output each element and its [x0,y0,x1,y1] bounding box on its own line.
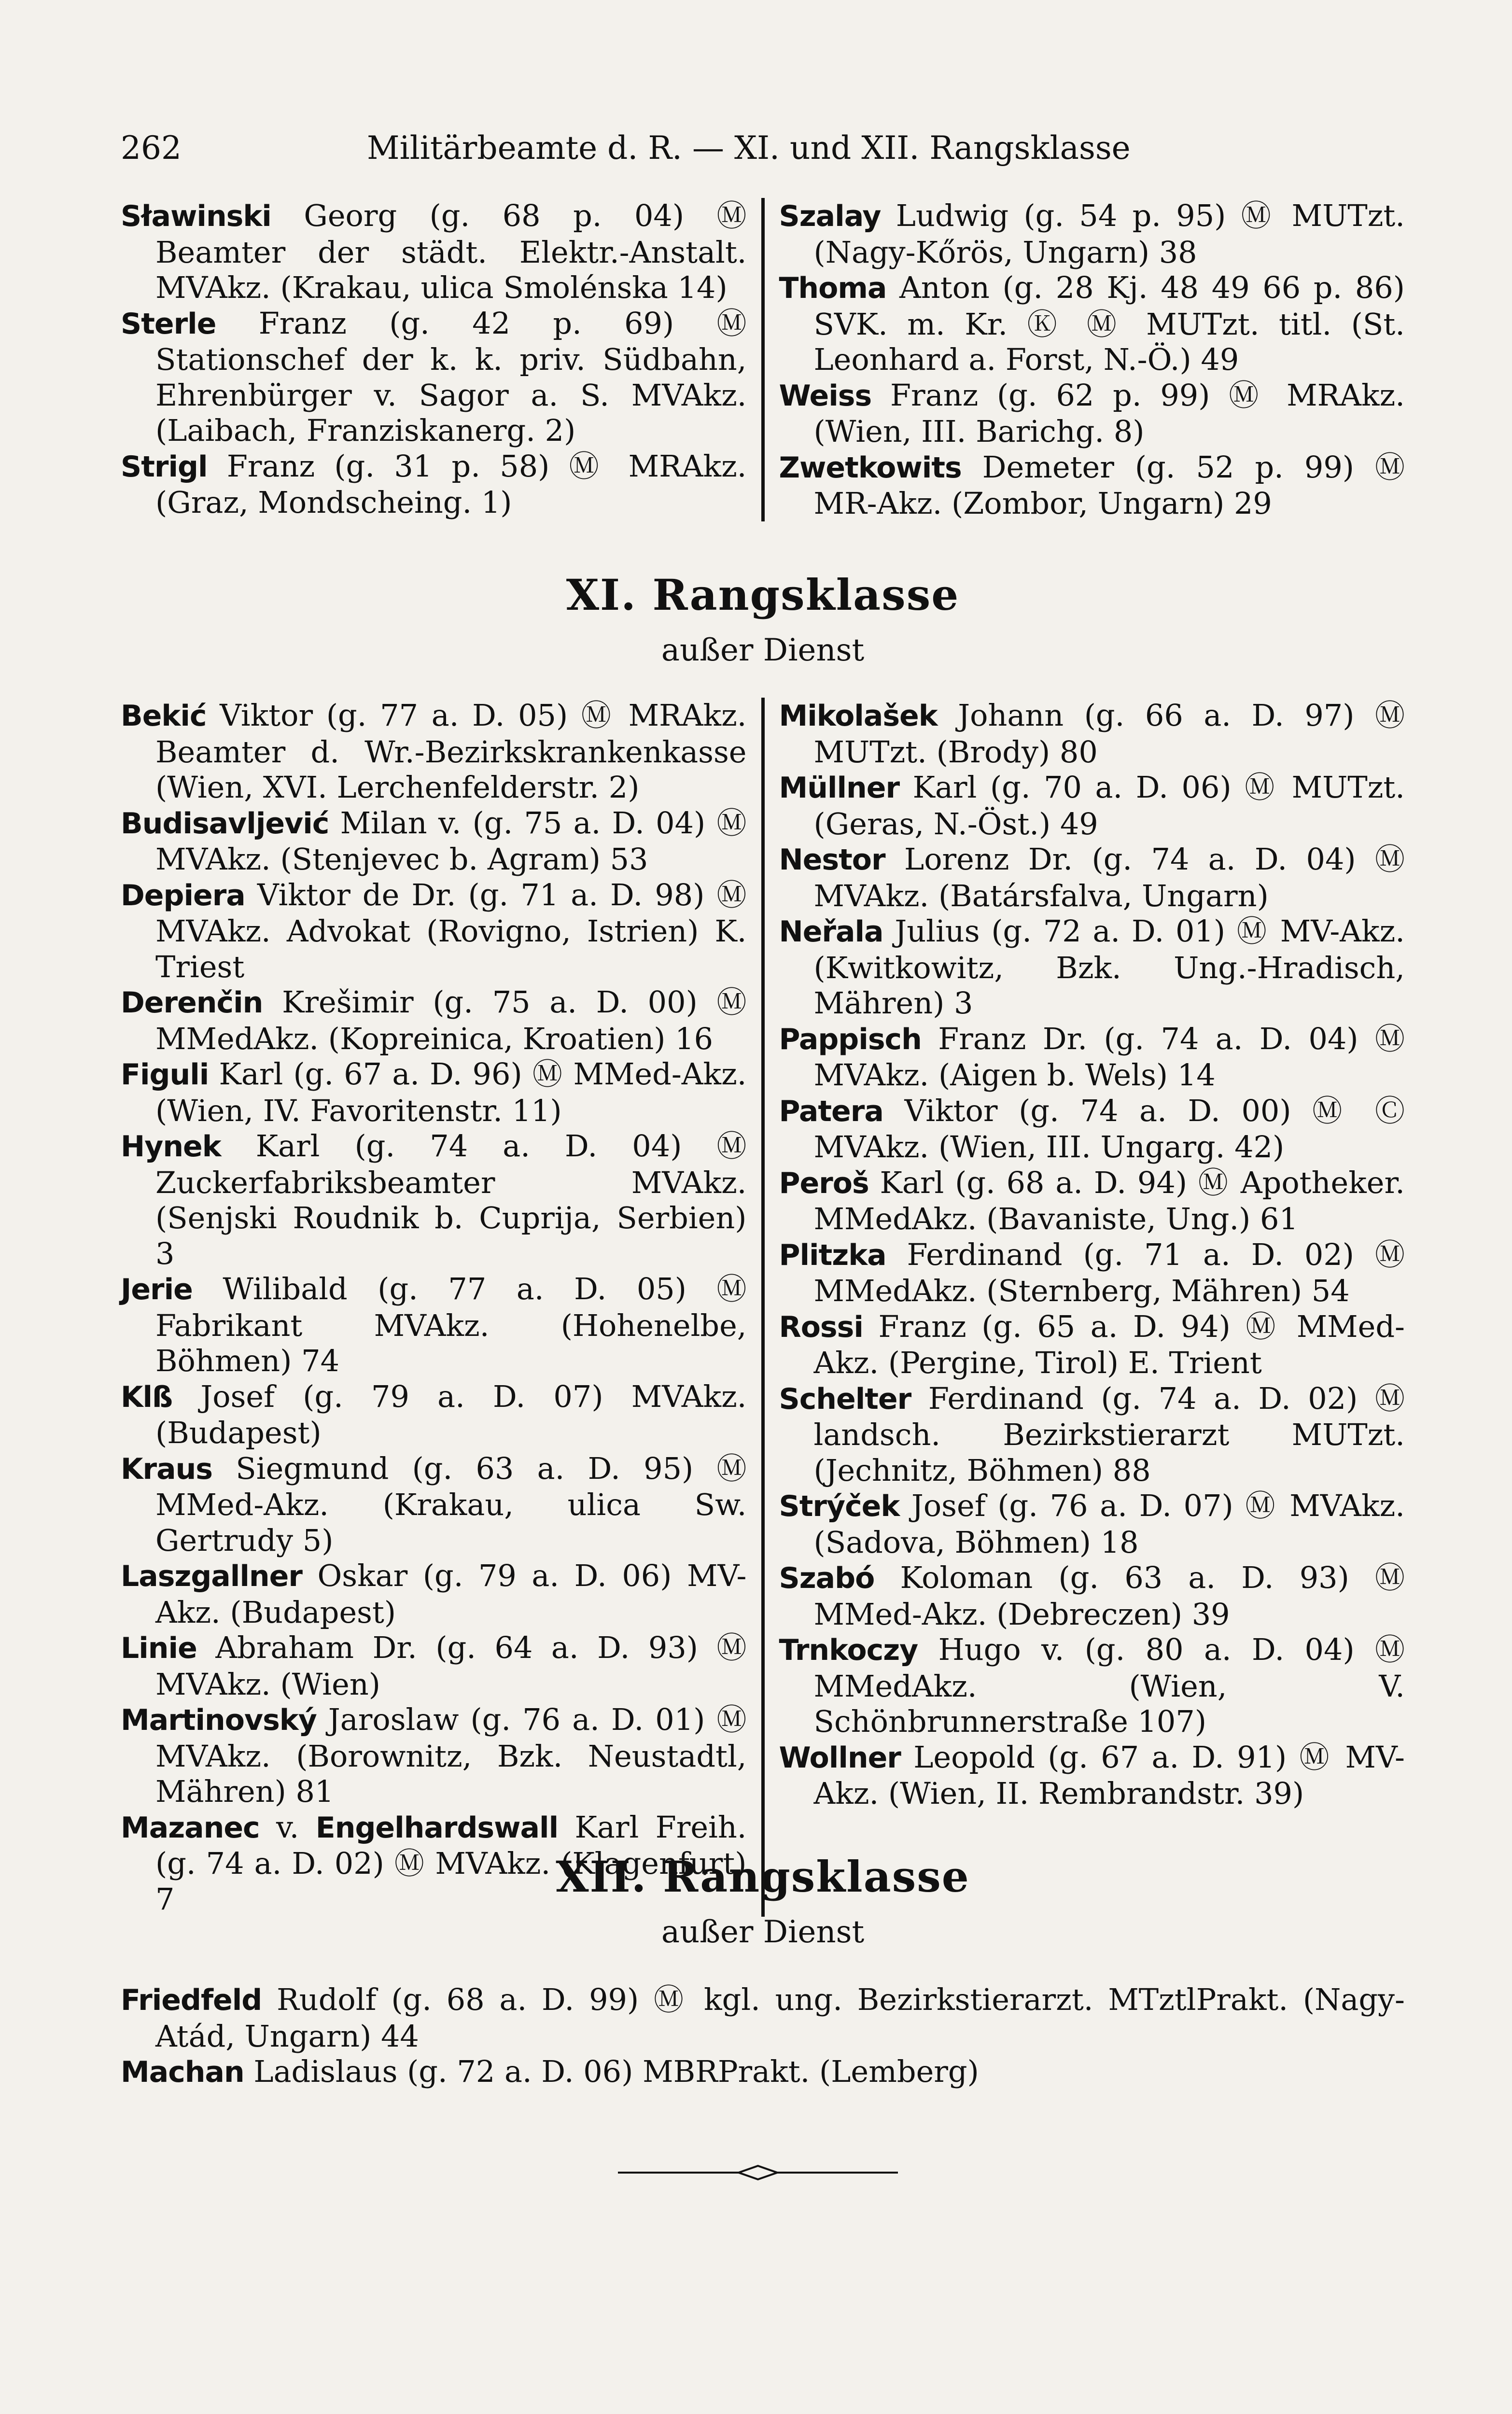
entry: Sterle Franz (g. 42 p. 69) Ⓜ Stationschef der k. k. priv. Südbahn, Ehrenbürger v. Sagor a. S. MVAkz. (Laibach, Franziskanerg. 2) [121,305,747,448]
ornament-divider [618,2163,898,2182]
section-xi-title: XI. Rangsklasse [566,570,960,620]
section-xii-subtitle: außer Dienst [661,1914,865,1950]
entry: Jerie Wilibald (g. 77 a. D. 05) Ⓜ Fabrikant MVAkz. (Hohenelbe, Böhmen) 74 [121,1271,747,1378]
entry: Weiss Franz (g. 62 p. 99) Ⓜ MRAkz. (Wien, III. Barichg. 8) [779,377,1405,449]
top-right-column [765,198,1405,521]
entry: Trnkoczy Hugo v. (g. 80 a. D. 04) Ⓜ MMedAkz. (Wien, V. Schönbrunnerstraße 107) [779,1632,1405,1739]
running-title: Militärbeamte d. R. — XI. und XII. Rangsklasse [367,129,1131,167]
section-xi-left-column [121,698,765,1917]
entry: Szabó Koloman (g. 63 a. D. 93) Ⓜ MMed-Akz. (Debreczen) 39 [779,1560,1405,1632]
entry: Linie Abraham Dr. (g. 64 a. D. 93) Ⓜ MVAkz. (Wien) [121,1630,747,1702]
entry: Laszgallner Oskar (g. 79 a. D. 06) MV-Akz. (Budapest) [121,1558,747,1630]
entry: Hynek Karl (g. 74 a. D. 04) Ⓜ Zuckerfabriksbeamter MVAkz. (Senjski Roudnik b. Cuprija, Serbien) 3 [121,1128,747,1271]
page-header [121,126,1405,170]
entry: Peroš Karl (g. 68 a. D. 94) Ⓜ Apotheker. MMedAkz. (Bavaniste, Ung.) 61 [779,1165,1405,1236]
entry: Machan Ladislaus (g. 72 a. D. 06) MBRPrakt. (Lemberg) [121,2054,979,2089]
entry: Bekić Viktor (g. 77 a. D. 05) Ⓜ MRAkz. Beamter d. Wr.-Bezirkskrankenkasse (Wien, XVI. Lerchenfelderstr. 2) [121,698,747,805]
entry: Mikolašek Johann (g. 66 a. D. 97) Ⓜ MUTzt. (Brody) 80 [779,698,1405,770]
entry: Patera Viktor (g. 74 a. D. 00) Ⓜ Ⓒ MVAkz. (Wien, III. Ungarg. 42) [779,1093,1405,1165]
entry: Budisavljević Milan v. (g. 75 a. D. 04) Ⓜ MVAkz. (Stenjevec b. Agram) 53 [121,805,747,877]
entry: Derenčin Krešimir (g. 75 a. D. 00) Ⓜ MMedAkz. (Kopreinica, Kroatien) 16 [121,984,747,1056]
entry: Rossi Franz (g. 65 a. D. 94) Ⓜ MMed-Akz. (Pergine, Tirol) E. Trient [779,1308,1405,1380]
entry: Kraus Siegmund (g. 63 a. D. 95) Ⓜ MMed-Akz. (Krakau, ulica Sw. Gertrudy 5) [121,1450,747,1558]
page-number: 262 [121,129,182,167]
entry: Plitzka Ferdinand (g. 71 a. D. 02) Ⓜ MMedAkz. (Sternberg, Mähren) 54 [779,1236,1405,1308]
section-xii-title: XII. Rangsklasse [556,1852,970,1902]
entry: Strigl Franz (g. 31 p. 58) Ⓜ MRAkz. (Graz, Mondscheing. 1) [121,448,747,520]
entry: Mazanec v. Engelhardswall Karl Freih. (g. 74 a. D. 02) Ⓜ MVAkz. (Klagenfurt) 7 [121,1809,747,1917]
entry: Schelter Ferdinand (g. 74 a. D. 02) Ⓜ landsch. Bezirkstierarzt MUTzt. (Jechnitz, Böhmen) 88 [779,1380,1405,1488]
entry: Neřala Julius (g. 72 a. D. 01) Ⓜ MV-Akz. (Kwitkowitz, Bzk. Ung.-Hradisch, Mähren) 3 [779,913,1405,1021]
section-xi-right-column [765,698,1405,1917]
entry: Zwetkowits Demeter (g. 52 p. 99) Ⓜ MR-Akz. (Zombor, Ungarn) 29 [779,449,1405,521]
entry: Pappisch Franz Dr. (g. 74 a. D. 04) Ⓜ MVAkz. (Aigen b. Wels) 14 [779,1021,1405,1093]
entry: Sławinski Georg (g. 68 p. 04) Ⓜ Beamter der städt. Elektr.-Anstalt. MVAkz. (Krakau, ulica Smolénska 14) [121,198,747,305]
top-left-column [121,198,765,521]
section-xii-entries [121,1982,1405,2091]
entry: Szalay Ludwig (g. 54 p. 95) Ⓜ MUTzt. (Nagy-Kőrös, Ungarn) 38 [779,198,1405,270]
entry: Wollner Leopold (g. 67 a. D. 91) Ⓜ MV-Akz. (Wien, II. Rembrandstr. 39) [779,1739,1405,1811]
entry: Nestor Lorenz Dr. (g. 74 a. D. 04) Ⓜ MVAkz. (Batársfalva, Ungarn) [779,842,1405,913]
entry: Strýček Josef (g. 76 a. D. 07) Ⓜ MVAkz. (Sadova, Böhmen) 18 [779,1488,1405,1560]
entry: Thoma Anton (g. 28 Kj. 48 49 66 p. 86) SVK. m. Kr. Ⓚ Ⓜ MUTzt. titl. (St. Leonhard a. Forst, N.-Ö.) 49 [779,270,1405,377]
top-columns [121,198,1405,521]
entry: Martinovský Jaroslaw (g. 76 a. D. 01) Ⓜ MVAkz. (Borownitz, Bzk. Neustadtl, Mähren) 81 [121,1702,747,1809]
section-xi-columns [121,698,1405,1917]
section-xi-subtitle: außer Dienst [661,632,865,668]
entry: Klß Josef (g. 79 a. D. 07) MVAkz. (Budapest) [121,1378,747,1450]
entry: Friedfeld Rudolf (g. 68 a. D. 99) Ⓜ kgl. ung. Bezirkstierarzt. MTztlPrakt. (Nagy-Atád, Ungarn) 44 [121,1982,1405,2054]
entry: Figuli Karl (g. 67 a. D. 96) Ⓜ MMed-Akz. (Wien, IV. Favoritenstr. 11) [121,1056,747,1128]
entry: Depiera Viktor de Dr. (g. 71 a. D. 98) Ⓜ MVAkz. Advokat (Rovigno, Istrien) K. Triest [121,877,747,984]
entry: Müllner Karl (g. 70 a. D. 06) Ⓜ MUTzt. (Geras, N.-Öst.) 49 [779,770,1405,842]
